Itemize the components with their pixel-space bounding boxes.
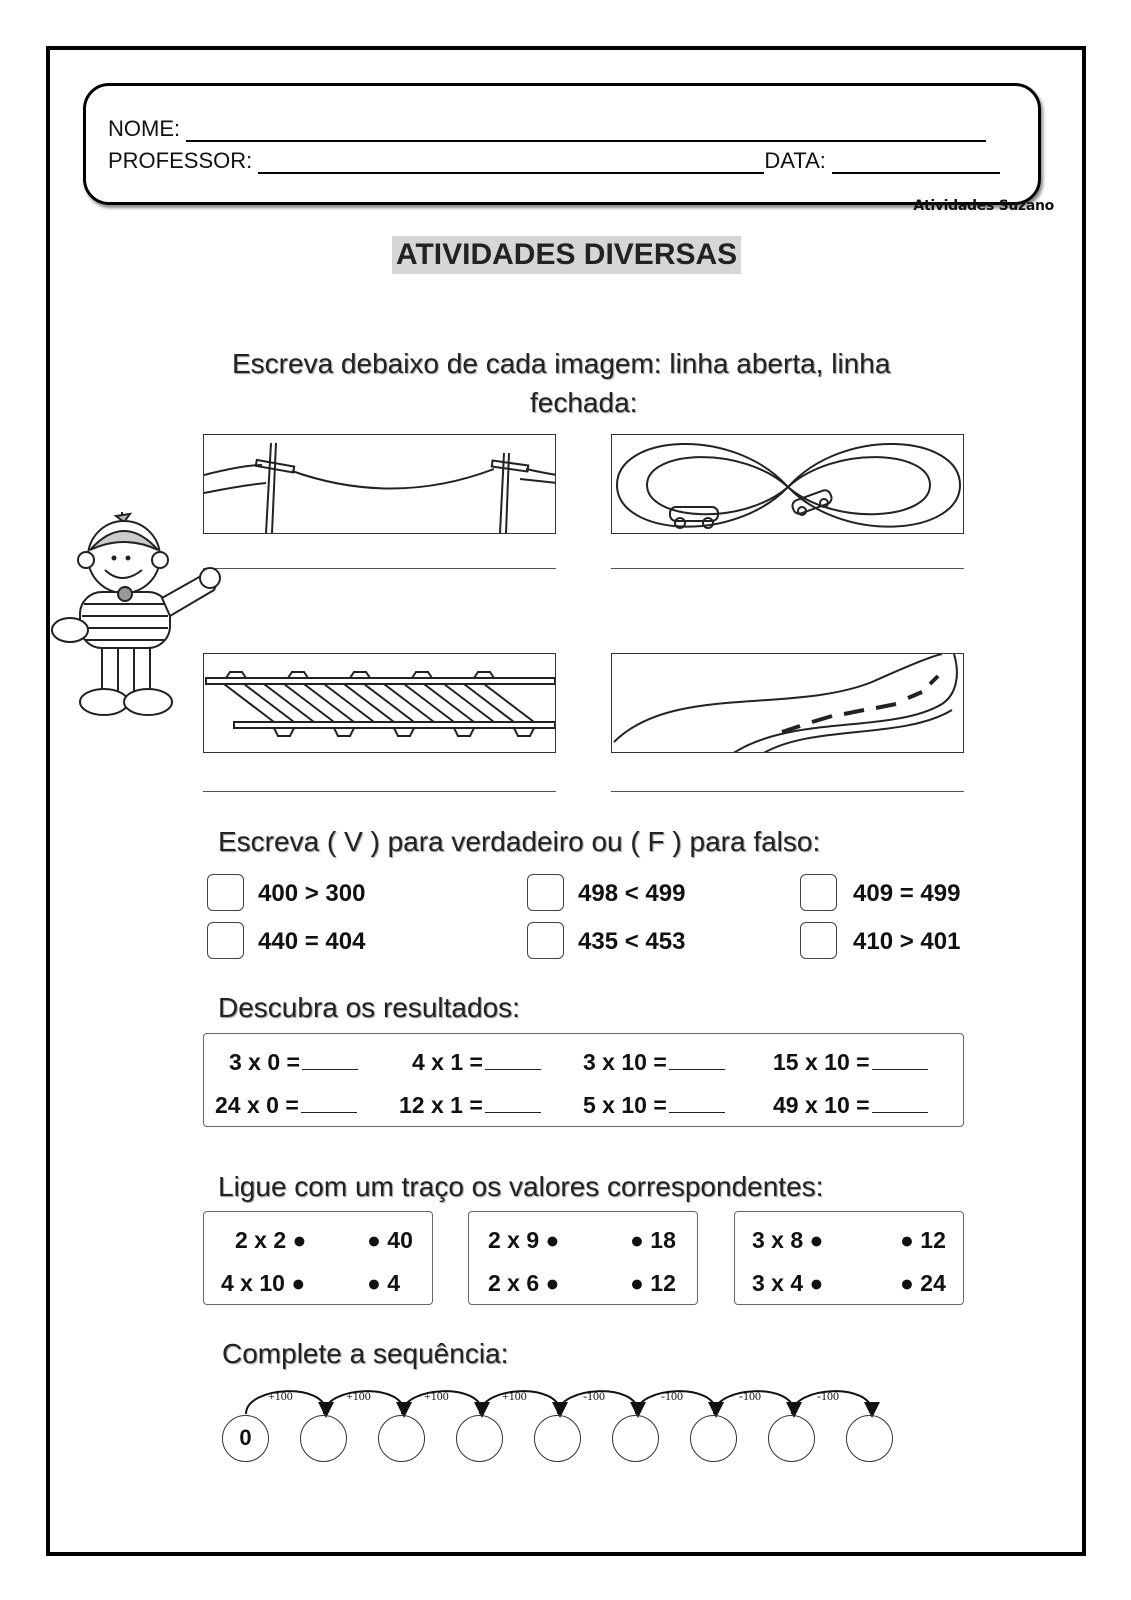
match-left-item[interactable]: 3 x 4 ● <box>752 1270 824 1296</box>
answer-line-2[interactable] <box>611 568 964 569</box>
match-right-item[interactable]: ● 12 <box>630 1270 676 1296</box>
match-right-item[interactable]: ● 4 <box>367 1270 401 1296</box>
data-label: DATA: <box>764 148 826 173</box>
header-box <box>83 83 1041 205</box>
vf-checkbox[interactable] <box>207 922 244 959</box>
step-label: -100 <box>817 1389 839 1403</box>
answer-line-3[interactable] <box>203 791 556 792</box>
step-label: -100 <box>583 1389 605 1403</box>
section1-instruction: Escreva debaixo de cada imagem: linha aberta, linha <box>232 348 891 379</box>
mult-item: 49 x 10 = <box>773 1092 928 1119</box>
match-left-item[interactable]: 2 x 6 ● <box>488 1270 560 1296</box>
match-right-item[interactable]: ● 12 <box>900 1227 946 1253</box>
match-right-item[interactable]: ● 40 <box>367 1227 413 1253</box>
vf-statement: 410 > 401 <box>853 928 961 955</box>
section2-instruction: Escreva ( V ) para verdadeiro ou ( F ) para falso: <box>218 826 821 857</box>
vf-checkbox[interactable] <box>527 874 564 911</box>
vf-statement: 440 = 404 <box>258 928 366 955</box>
mult-item: 3 x 0 = <box>229 1049 358 1076</box>
answer-line-4[interactable] <box>611 791 964 792</box>
vf-statement: 400 > 300 <box>258 880 366 907</box>
professor-field[interactable] <box>258 152 764 174</box>
match-right-item[interactable]: ● 18 <box>630 1227 676 1253</box>
match-left-item[interactable]: 2 x 9 ● <box>488 1227 560 1253</box>
sequence-blank[interactable] <box>690 1415 737 1462</box>
answer-blank[interactable] <box>302 1051 358 1070</box>
answer-blank[interactable] <box>669 1051 725 1070</box>
answer-blank[interactable] <box>485 1094 541 1113</box>
winding-road-icon <box>611 653 964 753</box>
mult-item: 24 x 0 = <box>215 1092 357 1119</box>
nome-label: NOME: <box>108 116 181 141</box>
vf-statement: 435 < 453 <box>578 928 686 955</box>
professor-row <box>108 148 1000 174</box>
section5-instruction: Complete a sequência: <box>222 1338 509 1369</box>
vf-statement: 409 = 499 <box>853 880 961 907</box>
answer-blank[interactable] <box>669 1094 725 1113</box>
nome-row <box>108 116 986 142</box>
vf-checkbox[interactable] <box>527 922 564 959</box>
vf-checkbox[interactable] <box>207 874 244 911</box>
sequence-blank[interactable] <box>534 1415 581 1462</box>
page-title: ATIVIDADES DIVERSAS <box>392 236 741 274</box>
data-field[interactable] <box>832 152 1000 174</box>
vf-checkbox[interactable] <box>800 874 837 911</box>
answer-blank[interactable] <box>301 1094 357 1113</box>
match-right-item[interactable]: ● 24 <box>900 1270 946 1296</box>
step-label: +100 <box>268 1389 293 1403</box>
sequence-blank[interactable] <box>300 1415 347 1462</box>
step-label: +100 <box>502 1389 527 1403</box>
answer-line-1[interactable] <box>203 568 556 569</box>
vf-checkbox[interactable] <box>800 922 837 959</box>
sequence-blank[interactable] <box>612 1415 659 1462</box>
credit-text: Atividades Suzano <box>913 198 1054 214</box>
mult-item: 5 x 10 = <box>583 1092 725 1119</box>
step-label: -100 <box>739 1389 761 1403</box>
answer-blank[interactable] <box>872 1051 928 1070</box>
sequence-blank[interactable] <box>378 1415 425 1462</box>
match-left-item[interactable]: 2 x 2 ● <box>235 1227 307 1253</box>
match-left-item[interactable]: 3 x 8 ● <box>752 1227 824 1253</box>
step-label: +100 <box>424 1389 449 1403</box>
figure-eight-track-icon <box>611 434 964 534</box>
sequence-blank[interactable] <box>846 1415 893 1462</box>
professor-label: PROFESSOR: <box>108 148 253 173</box>
mult-item: 4 x 1 = <box>412 1049 541 1076</box>
step-label: -100 <box>661 1389 683 1403</box>
answer-blank[interactable] <box>485 1051 541 1070</box>
section3-instruction: Descubra os resultados: <box>218 992 520 1023</box>
cartoon-boy-icon <box>50 512 222 732</box>
mult-item: 12 x 1 = <box>399 1092 541 1119</box>
nome-field[interactable] <box>186 120 986 142</box>
vf-statement: 498 < 499 <box>578 880 686 907</box>
railway-track-icon <box>203 653 556 753</box>
sequence-blank[interactable] <box>768 1415 815 1462</box>
match-left-item[interactable]: 4 x 10 ● <box>221 1270 306 1296</box>
step-label: +100 <box>346 1389 371 1403</box>
section1-instruction-cont: fechada: <box>530 387 638 418</box>
answer-blank[interactable] <box>872 1094 928 1113</box>
power-line-icon <box>203 434 556 534</box>
sequence-start: 0 <box>222 1415 269 1462</box>
section4-instruction: Ligue com um traço os valores correspondentes: <box>218 1171 824 1202</box>
mult-item: 15 x 10 = <box>773 1049 928 1076</box>
sequence-blank[interactable] <box>456 1415 503 1462</box>
mult-item: 3 x 10 = <box>583 1049 725 1076</box>
